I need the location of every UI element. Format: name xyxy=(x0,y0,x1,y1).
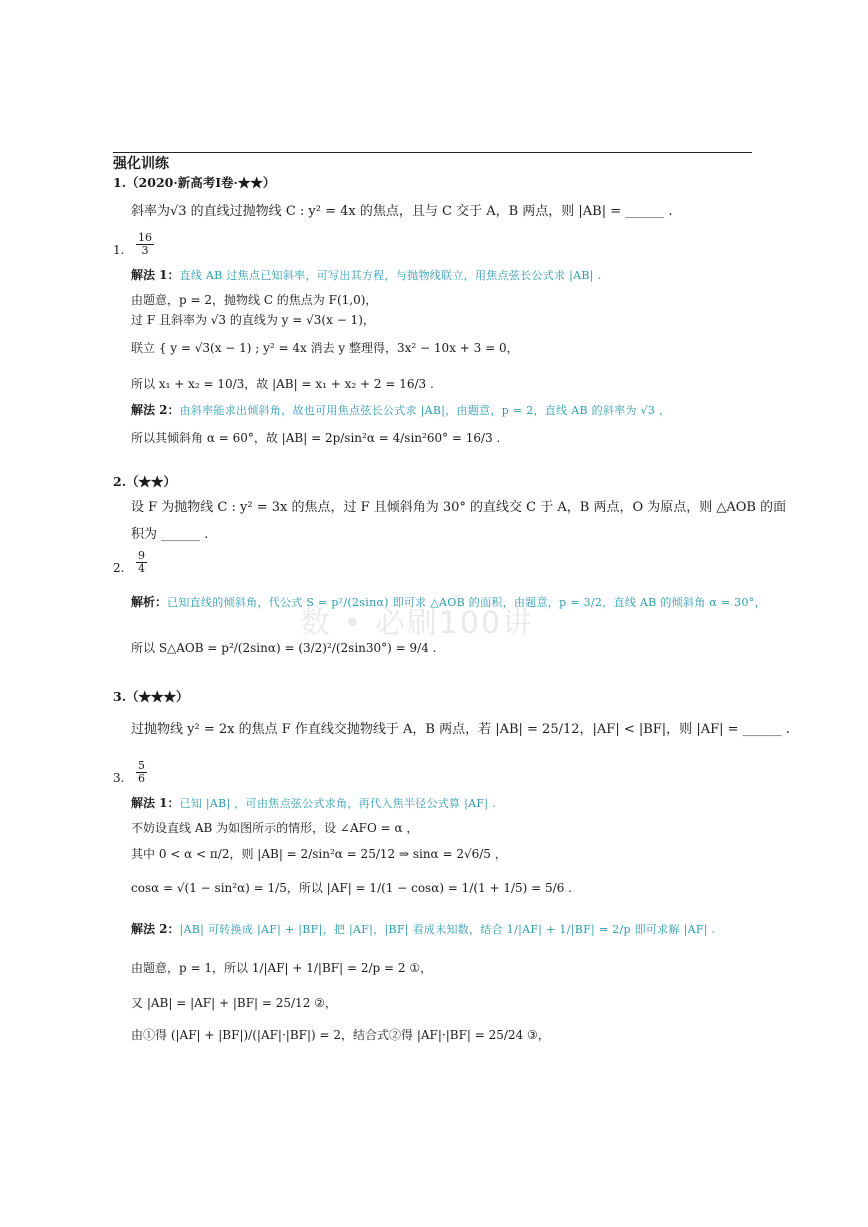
a3-l8 xyxy=(131,1027,550,1043)
a3-l2-text: 不妨设直线 AB 为如图所示的情形，设 ∠AFO = α ， xyxy=(131,821,419,835)
a3-answer xyxy=(134,760,149,785)
header-rule xyxy=(113,152,752,153)
a3-m1-note-text: 已知 |AB| ，可由焦点弦公式求角，再代入焦半径公式算 |AF| . xyxy=(179,797,496,810)
a1-l4-text: 联立 { y = √3(x − 1) ; y² = 4x 消去 y 整理得，3x² − 10x + 3 = 0， xyxy=(131,341,519,355)
q1-stem xyxy=(131,204,673,220)
q1-header xyxy=(113,175,275,191)
a1-l3 xyxy=(131,312,375,328)
a1-answer xyxy=(134,232,156,257)
a3-num xyxy=(113,770,124,786)
a3-l6 xyxy=(131,960,432,976)
q2-stem-2 xyxy=(131,527,208,543)
q2-stem-1 xyxy=(131,500,786,516)
a1-m2-note-text: 由斜率能求出倾斜角，故也可用焦点弦长公式求 |AB|，由题意，p = 2，直线 AB 的斜率为 √3 ， xyxy=(179,404,671,417)
a3-m2-note-text: |AB| 可转换成 |AF| + |BF|，把 |AF|，|BF| 看成未知数，结合 1/|AF| + 1/|BF| = 2/p 即可求解 |AF| . xyxy=(179,923,716,936)
a1-l3-text: 过 F 且斜率为 √3 的直线为 y = √3(x − 1)， xyxy=(131,313,375,327)
a3-l3-text: 其中 0 < α < π/2，则 |AB| = 2/sin²α = 25/12 ⇒ sinα = 2√6/5 ， xyxy=(131,847,507,861)
a1-l7 xyxy=(131,430,500,446)
q3-stem xyxy=(131,722,790,738)
a3-l4 xyxy=(131,880,572,896)
a1-m1-note-text: 直线 AB 过焦点已知斜率，可写出其方程，与抛物线联立，用焦点弦长公式求 |AB| . xyxy=(179,269,602,282)
q2-stem-2-text: 积为 ______ . xyxy=(131,527,209,542)
a1-l2 xyxy=(131,292,377,308)
a2-num-text: 2. xyxy=(113,561,125,575)
a3-m1-note xyxy=(131,795,496,812)
a3-l7-text: 又 |AB| = |AF| + |BF| = 25/12 ②， xyxy=(131,996,337,1010)
q2-header-text: 2.（★★） xyxy=(113,474,177,489)
a2-l2 xyxy=(131,640,436,656)
q3-header xyxy=(113,689,189,705)
q3-header-text: 3.（★★★） xyxy=(113,689,189,704)
q2-header xyxy=(113,474,176,490)
a1-m2-note xyxy=(131,402,670,419)
a3-answer-numerator: 5 xyxy=(138,759,145,772)
a1-l2-text: 由题意，p = 2，抛物线 C 的焦点为 F(1,0)， xyxy=(131,293,378,307)
q1-stem-text: 斜率为√3 的直线过抛物线 C : y² = 4x 的焦点，且与 C 交于 A，B 两点，则 |AB| = ______ . xyxy=(131,204,673,219)
a3-l6-text: 由题意，p = 1，所以 1/|AF| + 1/|BF| = 2/p = 2 ①， xyxy=(131,961,433,975)
a1-l4 xyxy=(131,340,519,356)
a3-answer-denominator: 6 xyxy=(138,772,145,785)
a1-l5-text: 所以 x₁ + x₂ = 10/3，故 |AB| = x₁ + x₂ + 2 = 16/3 . xyxy=(131,377,434,391)
a3-m1-note-label: 解法 1： xyxy=(131,796,180,810)
a1-m1-note-label: 解法 1： xyxy=(131,268,180,282)
a1-l5 xyxy=(131,376,434,392)
a1-num-text: 1. xyxy=(113,243,125,257)
section-title: 强化训练 xyxy=(113,156,169,172)
a2-answer-numerator: 9 xyxy=(138,549,145,562)
a3-num-text: 3. xyxy=(113,771,125,785)
q3-stem-text: 过抛物线 y² = 2x 的焦点 F 作直线交抛物线于 A，B 两点，若 |AB| = 25/12，|AF| < |BF|，则 |AF| = ______ . xyxy=(131,722,790,737)
a1-m1-note xyxy=(131,267,601,284)
a2-answer-denominator: 4 xyxy=(138,562,145,575)
a1-answer-numerator: 16 xyxy=(138,231,152,244)
a3-l7 xyxy=(131,995,337,1011)
a2-note xyxy=(131,594,766,611)
a2-answer xyxy=(134,550,149,575)
a2-note-text: 已知直线的倾斜角，代公式 S = p²/(2sinα) 即可求 △AOB 的面积，由题意，p = 3/2，直线 AB 的倾斜角 α = 30°， xyxy=(167,596,766,609)
a1-num xyxy=(113,242,124,258)
a3-m2-note xyxy=(131,921,715,938)
a2-l2-text: 所以 S△AOB = p²/(2sinα) = (3/2)²/(2sin30°) = 9/4 . xyxy=(131,641,437,655)
a1-l7-text: 所以其倾斜角 α = 60°，故 |AB| = 2p/sin²α = 4/sin²60° = 16/3 . xyxy=(131,431,501,445)
watermark: 数 • 必刷100讲 xyxy=(300,606,535,641)
a2-note-label: 解析： xyxy=(131,595,168,609)
a3-m2-note-label: 解法 2： xyxy=(131,922,180,936)
a1-m2-note-label: 解法 2： xyxy=(131,403,180,417)
q1-header-text: 1.（2020·新高考Ⅰ卷·★★） xyxy=(113,175,276,190)
a3-l2 xyxy=(131,820,418,836)
a3-l4-text: cosα = √(1 − sin²α) = 1/5，所以 |AF| = 1/(1 − cosα) = 1/(1 + 1/5) = 5/6 . xyxy=(131,881,572,895)
a3-l8-text: 由①得 (|AF| + |BF|)/(|AF|·|BF|) = 2，结合式②得 |AF|·|BF| = 25/24 ③， xyxy=(131,1028,550,1042)
a3-l3 xyxy=(131,846,507,862)
a2-num xyxy=(113,560,124,576)
q2-stem-1-text: 设 F 为抛物线 C : y² = 3x 的焦点，过 F 且倾斜角为 30° 的直线交 C 于 A，B 两点，O 为原点，则 △AOB 的面 xyxy=(131,500,787,515)
a1-answer-denominator: 3 xyxy=(141,244,149,257)
